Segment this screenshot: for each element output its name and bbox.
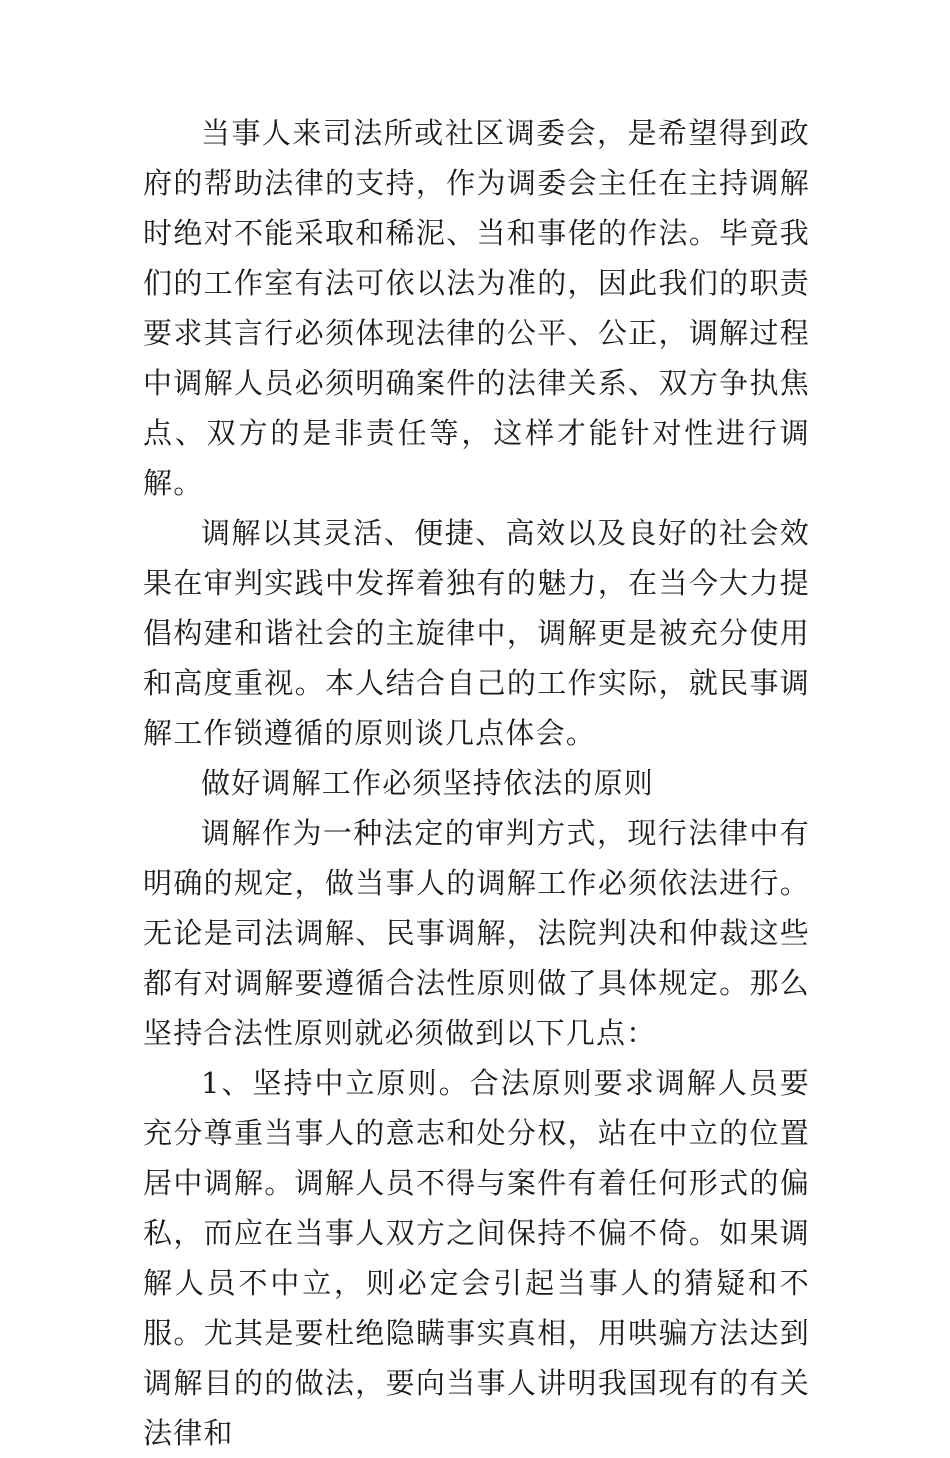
paragraph-neutrality-principle: 1、坚持中立原则。合法原则要求调解人员要充分尊重当事人的意志和处分权，站在中立的位置居中调解。调解人员不得与案件有着任何形式的偏私，而应在当事人双方之间保持不偏不倚。如果调解人员不中立，则必定会引起当事人的猜疑和不服。尤其是要杜绝隐瞒事实真相，用哄骗方法达到调解目的的做法，要向当事人讲明我国现有的有关法律和 xyxy=(143,1066,810,1450)
paragraph-mediation-value: 调解以其灵活、便捷、高效以及良好的社会效果在审判实践中发挥着独有的魅力，在当今大力提倡构建和谐社会的主旋律中，调解更是被充分使用和高度重视。本人结合自己的工作实际，就民事调解工作锁遵循的原则谈几点体会。 xyxy=(143,516,810,750)
section-heading-legal-principle: 做好调解工作必须坚持依法的原则 xyxy=(201,766,655,800)
document-body xyxy=(143,108,810,1458)
paragraph-legal-basis: 调解作为一种法定的审判方式，现行法律中有明确的规定，做当事人的调解工作必须依法进行。无论是司法调解、民事调解，法院判决和仲裁这些都有对调解要遵循合法性原则做了具体规定。那么坚持合法性原则就必须做到以下几点： xyxy=(143,816,810,1050)
paragraph-mediation-purpose: 当事人来司法所或社区调委会，是希望得到政府的帮助法律的支持，作为调委会主任在主持调解时绝对不能采取和稀泥、当和事佬的作法。毕竟我们的工作室有法可依以法为准的，因此我们的职责要求其言行必须体现法律的公平、公正，调解过程中调解人员必须明确案件的法律关系、双方争执焦点、双方的是非责任等，这样才能针对性进行调解。 xyxy=(143,116,810,500)
